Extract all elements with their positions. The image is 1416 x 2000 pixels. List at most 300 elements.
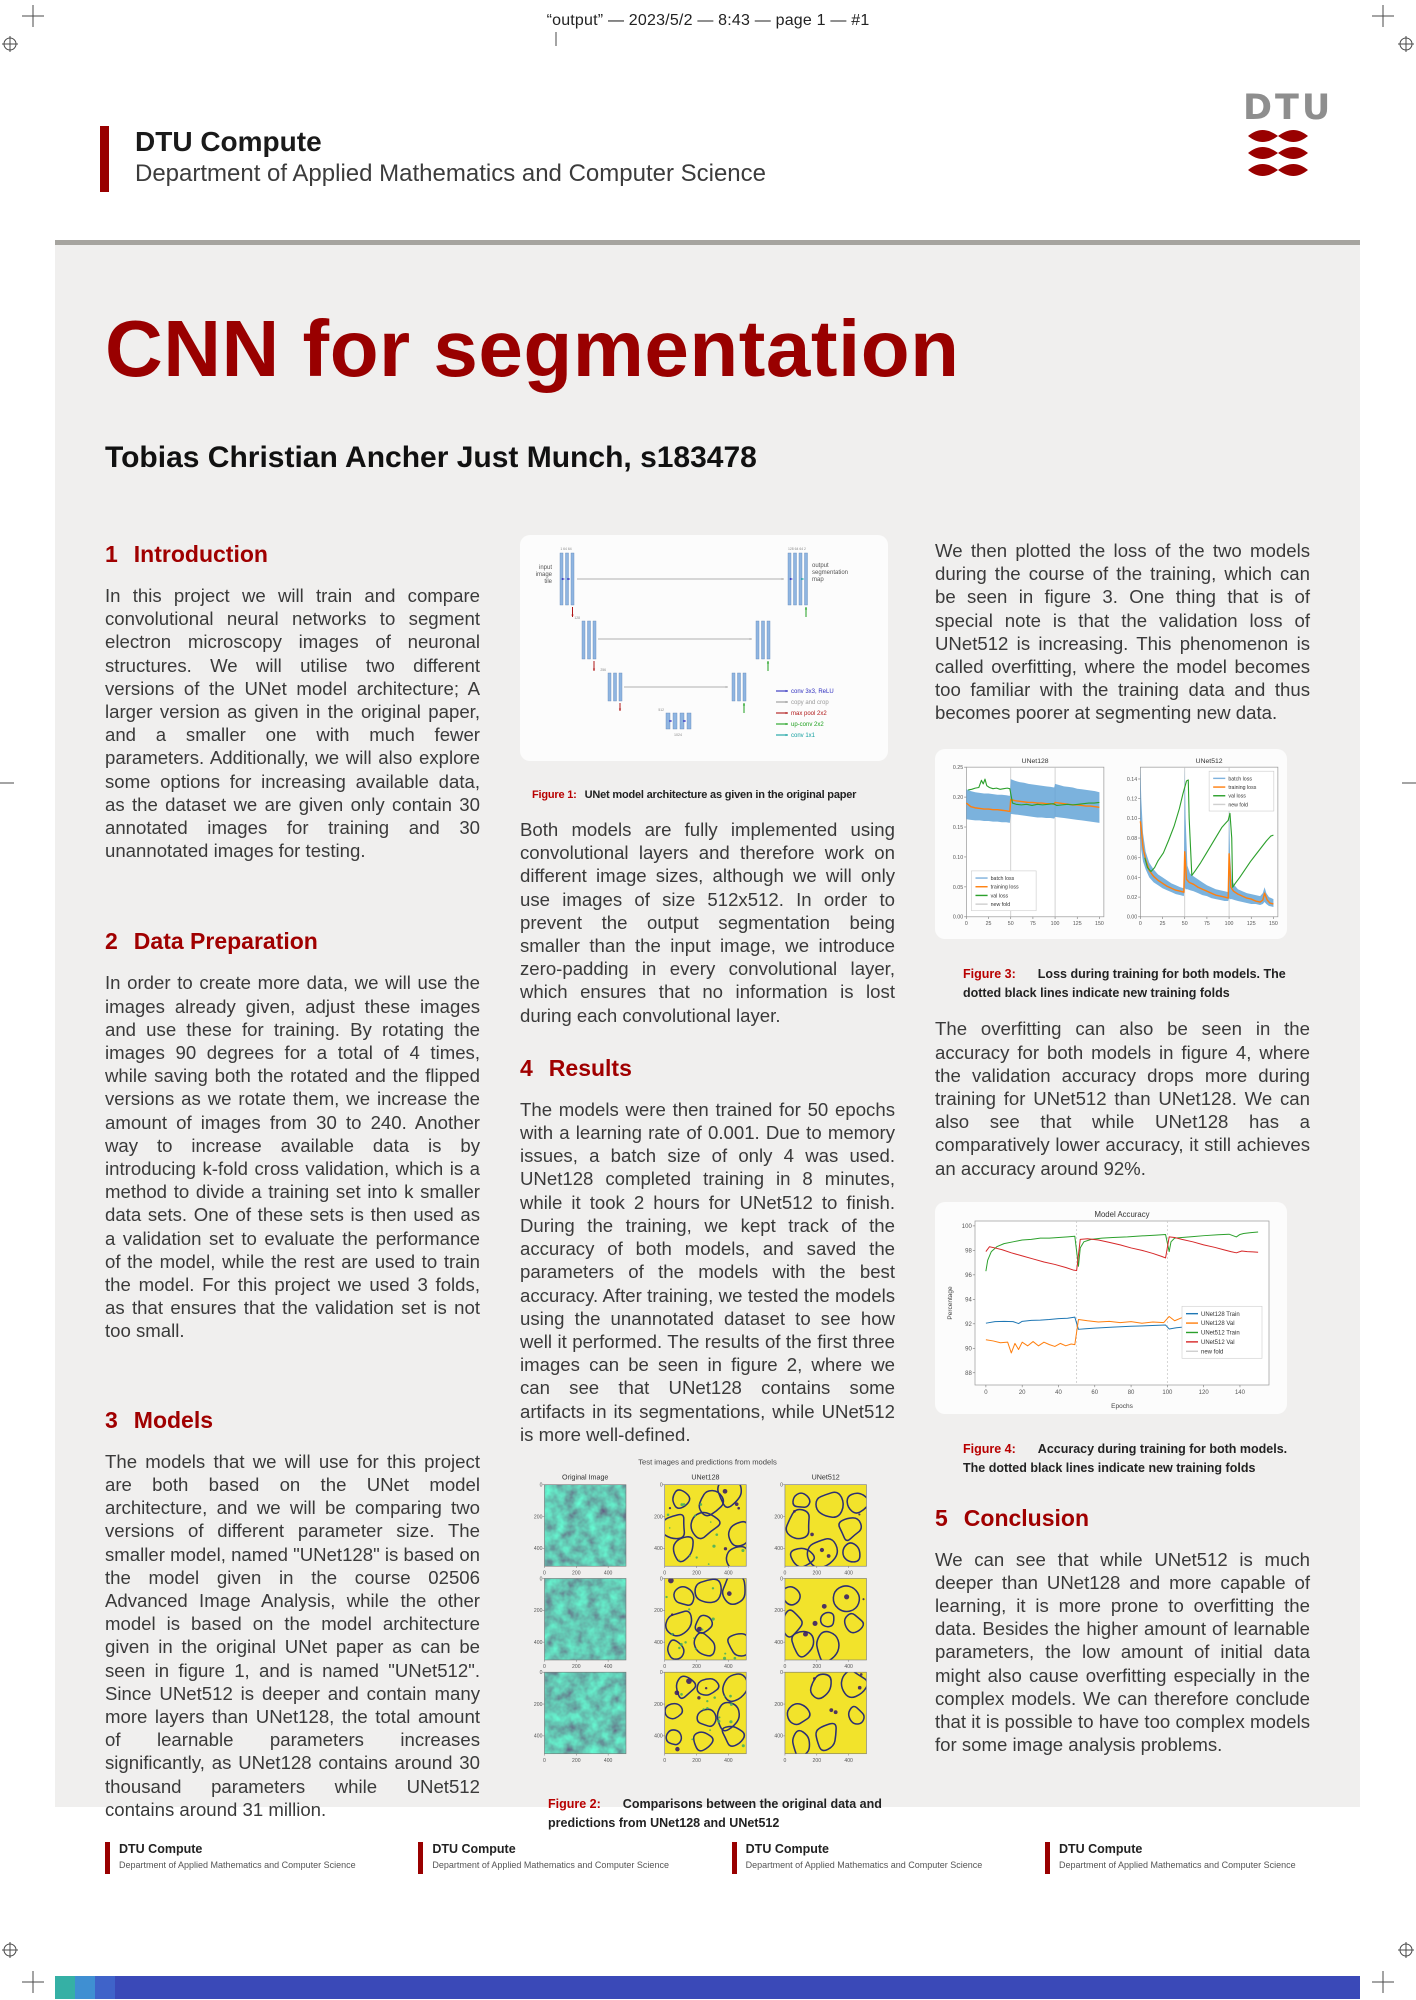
chart-text: 1 64 64 xyxy=(560,547,572,551)
chart-text: 200 xyxy=(774,1514,783,1521)
artifact-dot xyxy=(680,1643,683,1646)
section-heading-models: 3 Models xyxy=(105,1406,214,1433)
arrow-head xyxy=(726,686,728,688)
chart-text: 25 xyxy=(985,920,992,927)
conv-bar xyxy=(794,553,797,605)
artifact-dot xyxy=(724,1695,726,1697)
artifact-dot xyxy=(667,1513,670,1516)
figure3-loss-unet128-chart xyxy=(939,752,1109,936)
chart-text: 0 xyxy=(984,1389,988,1396)
artifact-dot xyxy=(680,1503,683,1506)
artifact-dot xyxy=(712,1544,715,1547)
poster-title: CNN for segmentation xyxy=(105,304,960,393)
chart-text: 150 xyxy=(1269,920,1278,927)
chart-text: 120 xyxy=(1198,1389,1209,1396)
chart-text: 94 xyxy=(965,1297,972,1304)
masthead xyxy=(100,126,766,192)
conv-bar xyxy=(588,621,591,659)
chart-text: 400 xyxy=(724,1570,733,1577)
chart-text: 400 xyxy=(774,1639,783,1646)
chart-text: 0 xyxy=(1138,920,1142,927)
chart-text: segmentation xyxy=(812,570,849,576)
dark-spot xyxy=(858,1686,862,1690)
chart-text: 50 xyxy=(1181,920,1188,927)
artifact-dot xyxy=(708,1563,710,1565)
chart-text: 200 xyxy=(654,1514,663,1521)
chart-text: 400 xyxy=(654,1546,663,1553)
chart-text: 0 xyxy=(543,1757,546,1764)
chart-text: 200 xyxy=(774,1608,783,1615)
print-header: “output” — 2023/5/2 — 8:43 — page 1 — #1 xyxy=(546,12,870,29)
dark-spot xyxy=(862,1598,864,1600)
original-image-cell xyxy=(544,1672,626,1754)
chart-text: 80 xyxy=(1127,1389,1135,1396)
chart-text: 400 xyxy=(533,1733,543,1740)
dark-spot xyxy=(669,1507,671,1509)
arrow-head xyxy=(790,578,792,580)
artifact-dot xyxy=(723,1657,726,1660)
artifact-dot xyxy=(694,1515,696,1517)
conv-bar xyxy=(593,621,596,659)
prediction-cell xyxy=(665,1672,748,1754)
chart-text: 200 xyxy=(572,1664,581,1671)
chart-text: 125 xyxy=(1246,920,1256,927)
chart-text: 400 xyxy=(654,1639,663,1646)
chart-text: 0 xyxy=(539,1576,543,1583)
dark-spot xyxy=(834,1710,838,1714)
dtu-waves-icon xyxy=(1247,128,1309,178)
chart-text: 400 xyxy=(533,1546,543,1553)
chart-text: 400 xyxy=(603,1664,613,1671)
artifact-dot xyxy=(715,1533,718,1536)
chart-text: 92 xyxy=(965,1321,972,1328)
footer-row xyxy=(105,1842,1317,1874)
chart-text: Test images and predictions from models xyxy=(638,1457,777,1467)
chart-text: 400 xyxy=(654,1733,663,1740)
chart-text: 400 xyxy=(774,1733,783,1740)
chart-text: UNet128 xyxy=(1021,757,1049,765)
chart-text: 0 xyxy=(663,1570,667,1577)
artifact-dot xyxy=(706,1700,708,1702)
conv-bar xyxy=(608,673,611,701)
footer-red-bar xyxy=(418,1842,423,1874)
chart-text: 0.15 xyxy=(952,824,964,831)
artifact-dot xyxy=(703,1708,705,1710)
dtu-red-bar xyxy=(100,126,109,192)
chart-text: training loss xyxy=(1228,784,1257,791)
paragraph-introduction: In this project we will train and compare convolutional neural networks to segment electron microscopy images of neuronal structures. We will utilise two different versions of the UNet model architecture; A larger version as given in the original paper, and a smaller one with much fewer parameters. Additionally, we will also explore some options for increasing available data, as the dataset we are given only contain 30 annotated images for training and 30 unannotated images for testing. xyxy=(105,585,480,862)
conv-bar xyxy=(805,553,808,605)
conv-bar xyxy=(687,713,691,729)
chart-text: tile xyxy=(544,579,552,585)
chart-text: 0 xyxy=(964,920,968,927)
arrow-head xyxy=(786,734,788,736)
chart-text: 125 xyxy=(1072,920,1082,927)
chart-text: 400 xyxy=(533,1639,543,1646)
chart-text: 400 xyxy=(724,1664,733,1671)
artifact-dot xyxy=(696,1556,698,1558)
chart-text: Original Image xyxy=(562,1473,609,1482)
dark-spot xyxy=(697,1627,702,1632)
chart-text: 200 xyxy=(654,1608,663,1615)
dark-spot xyxy=(723,1489,728,1494)
artifact-dot xyxy=(680,1693,683,1696)
arrow-head xyxy=(786,701,788,703)
paragraph-overfitting: The overfitting can also be seen in the accuracy for both models in figure 4, where the validation accuracy drops more during training for UNet512 than UNet128. We can also see that while UNet128 has a comparatively lower accuracy, it still achieves an accuracy around 92%. xyxy=(935,1018,1310,1179)
artifact-dot xyxy=(729,1695,732,1698)
prediction-cell xyxy=(661,1478,749,1572)
chart-text: training loss xyxy=(990,884,1019,891)
arrow-head xyxy=(568,578,570,580)
dark-spot xyxy=(858,1513,860,1515)
chart-text: input xyxy=(538,565,552,571)
arrow-head xyxy=(805,607,807,609)
column-2 xyxy=(520,523,895,1834)
chart-text: 0 xyxy=(783,1757,787,1764)
conv-bar xyxy=(619,673,622,701)
figure1-unet-diagram xyxy=(520,535,888,761)
chart-text: 60 xyxy=(1091,1389,1099,1396)
artifact-dot xyxy=(689,1555,691,1557)
chart-text: UNet128 Train xyxy=(1201,1311,1240,1318)
chart-text: up-conv 2x2 xyxy=(791,722,824,728)
footer-red-bar xyxy=(1045,1842,1050,1874)
chart-text: 200 xyxy=(572,1757,581,1764)
artifact-dot xyxy=(734,1657,737,1660)
artifact-dot xyxy=(688,1608,690,1610)
dark-spot xyxy=(813,1677,816,1680)
dark-spot xyxy=(727,1591,732,1596)
chart-text: 0.08 xyxy=(1126,835,1138,842)
original-image-cell xyxy=(544,1578,626,1660)
chart-text: 0 xyxy=(780,1576,783,1583)
chart-text: 400 xyxy=(844,1664,853,1671)
paragraph-conclusion: We can see that while UNet512 is much deeper than UNet128 and more capable of learning, it is more prone to overfitting the data. Besides the higher amount of learnable parameters, the low amount of initial data might also cause overfitting especially in the complex models. We can therefore conclude that it is possible to have too complex models for some image analysis problems. xyxy=(935,1548,1310,1756)
paragraph-models: The models that we will use for this project are both based on the UNet model architecture, and we will be comparing two versions of different parameter size. The smaller model, named "UNet128" is based on the model given in the course 02506 Advanced Image Analysis, while the other model is based on the model architecture given in the original UNet paper as can be seen in figure 1, and is named "UNet512". Since UNet512 is deeper and contain many more layers than UNet128, the total amount of learnable parameters increases significantly, as UNet128 contains around 30 thousand parameters while UNet512 contains around 31 million. xyxy=(105,1450,480,1820)
chart-text: 50 xyxy=(1007,920,1014,927)
chart-text: copy and crop xyxy=(791,700,829,706)
chart-text: 256 xyxy=(600,668,606,672)
footer-block: DTU Compute Department of Applied Mathematics and Computer Science xyxy=(732,1842,1004,1874)
chart-text: batch loss xyxy=(990,875,1015,882)
chart-text: 200 xyxy=(533,1701,543,1708)
chart-text: 75 xyxy=(1203,920,1210,927)
chart-text: output xyxy=(812,563,829,569)
figure1-caption: Figure 1: UNet model architecture as given in the original paper xyxy=(532,789,857,801)
figure2-grid xyxy=(520,1452,895,1769)
dark-spot xyxy=(820,1548,824,1552)
department-title: Department of Applied Mathematics and Computer Science xyxy=(135,160,766,188)
dark-spot xyxy=(675,1747,679,1751)
artifact-dot xyxy=(710,1521,712,1523)
arrow-head xyxy=(593,669,595,671)
chart-text: 200 xyxy=(533,1514,543,1521)
chart-text: 0.25 xyxy=(952,764,964,771)
chart-text: 400 xyxy=(603,1757,613,1764)
chart-text: new fold xyxy=(990,901,1011,908)
pred-base xyxy=(665,1578,747,1660)
conv-bar xyxy=(743,673,746,701)
dtu-logo xyxy=(1243,88,1334,183)
arrow-head xyxy=(786,690,788,692)
chart-text: 200 xyxy=(533,1608,543,1615)
chart-text: 0.10 xyxy=(1126,815,1138,822)
dark-spot xyxy=(860,1673,863,1676)
chart-text: 400 xyxy=(844,1757,853,1764)
chart-text: Model Accuracy xyxy=(1094,1209,1150,1219)
paragraph-data-preparation: In order to create more data, we will use the images already given, adjust these images and use these for training. By rotating the images 90 degrees for a total of 4 times, while saving both the rotated and the flipped versions as we rotate them, we increase the amount of images from 30 to 240. Another way to increase available data is by introducing k-fold cross validation, which is a method to divide a training set into k smaller data sets. One of these sets is then used as a validation set to evaluate the performance of the model, while the rest are used to train the model. For this project we used 3 folds, as that ensures that the validation set is not too small. xyxy=(105,972,480,1342)
chart-text: 0 xyxy=(663,1664,667,1671)
paragraph-implementation: Both models are fully implemented using convolutional layers and therefore work on different image sizes, although we will only use images of size 512x512. In order to prevent the output segmentation being smaller than the input image, we introduce zero-padding in every convolutional layer, which ensures that no information is lost during each convolutional layer. xyxy=(520,819,895,1026)
artifact-dot xyxy=(678,1559,680,1561)
pred-base xyxy=(785,1485,867,1567)
chart-text: 200 xyxy=(692,1757,701,1764)
arrow-head xyxy=(786,712,788,714)
prediction-cell xyxy=(785,1485,869,1568)
artifact-dot xyxy=(669,1527,671,1529)
chart-text: 128 64 64 2 xyxy=(788,547,806,551)
conv-bar xyxy=(762,621,765,659)
chart-text: 25 xyxy=(1159,920,1166,927)
chart-text: 200 xyxy=(572,1570,581,1577)
chart-text: 75 xyxy=(1029,920,1036,927)
paragraph-loss: We then plotted the loss of the two models during the course of the training, which can be seen in figure 3. One thing that is of special note is that the validation loss of UNet512 is increasing. This phenomenon is called overfitting, where the model becomes too familiar with the training data and thus becomes poorer at segmenting new data. xyxy=(935,540,1310,724)
footer-red-bar xyxy=(732,1842,737,1874)
chart-text: 400 xyxy=(603,1570,613,1577)
chart-text: image xyxy=(535,572,552,578)
chart-text: 100 xyxy=(1050,920,1060,927)
artifact-dot xyxy=(730,1703,733,1706)
chart-text: 200 xyxy=(812,1664,822,1671)
footer-red-bar xyxy=(105,1842,110,1874)
org-title: DTU Compute xyxy=(135,126,322,157)
dark-spot xyxy=(813,1621,818,1626)
artifact-dot xyxy=(691,1738,693,1740)
figure3-loss-unet512-chart xyxy=(1113,752,1283,936)
artifact-dot xyxy=(712,1617,715,1620)
conv-bar xyxy=(571,553,574,605)
pred-base xyxy=(785,1672,867,1754)
bottom-color-bar xyxy=(55,1976,1360,1999)
chart-text: 400 xyxy=(724,1757,733,1764)
chart-text: 0 xyxy=(659,1576,663,1583)
artifact-dot xyxy=(684,1641,686,1643)
artifact-dot xyxy=(701,1628,703,1630)
chart-text: 0 xyxy=(663,1757,667,1764)
conv-bar xyxy=(582,621,585,659)
section-heading-introduction: 1 Introduction xyxy=(105,541,268,567)
section-heading-data-preparation: 2 Data Preparation xyxy=(105,928,318,955)
chart-text: UNet512 xyxy=(1195,757,1223,765)
arrow-head xyxy=(619,709,621,711)
dark-spot xyxy=(810,1533,814,1537)
chart-text: new fold xyxy=(1201,1349,1224,1356)
dark-spot xyxy=(697,1696,700,1699)
dark-spot xyxy=(803,1632,808,1637)
chart-text: 0.14 xyxy=(1126,776,1138,783)
original-image-cell xyxy=(544,1485,626,1567)
figure2-caption: Figure 2: Comparisons between the original data and predictions from UNet128 and UNet512 xyxy=(548,1796,882,1831)
dark-spot xyxy=(735,1502,739,1506)
figure3-caption: Figure 3: Loss during training for both models. The dotted black lines indicate new training folds xyxy=(963,966,1286,1000)
chart-text: 0 xyxy=(783,1664,787,1671)
arrow-head xyxy=(670,720,672,722)
chart-text: 98 xyxy=(965,1248,972,1255)
chart-text: 400 xyxy=(774,1546,783,1553)
dark-spot xyxy=(844,1594,849,1599)
conv-bar xyxy=(614,673,617,701)
section-heading-conclusion: 5 Conclusion xyxy=(935,1504,1090,1531)
chart-text: 0.00 xyxy=(952,914,964,921)
chart-text: 0.12 xyxy=(1126,796,1138,803)
footer-block: DTU Compute Department of Applied Mathematics and Computer Science xyxy=(105,1842,377,1874)
column-3 xyxy=(935,523,1310,1834)
figure3-box xyxy=(935,749,1287,939)
artifact-dot xyxy=(724,1653,726,1655)
artifact-dot xyxy=(699,1503,702,1506)
dark-spot xyxy=(822,1604,827,1609)
chart-text: 150 xyxy=(1095,920,1104,927)
chart-text: 0.06 xyxy=(1126,855,1138,862)
chart-text: UNet128 Val xyxy=(1201,1321,1235,1328)
prediction-cell xyxy=(782,1578,866,1661)
artifact-dot xyxy=(665,1596,667,1598)
chart-text: 400 xyxy=(844,1570,853,1577)
chart-text: 0.20 xyxy=(952,794,964,801)
prediction-cell xyxy=(665,1572,750,1660)
artifact-dot xyxy=(712,1587,714,1589)
chart-text: 512 xyxy=(658,708,664,712)
chart-text: 200 xyxy=(774,1701,783,1708)
figure4-box xyxy=(935,1202,1287,1414)
figure4-accuracy-chart xyxy=(943,1205,1279,1411)
footer-block: DTU Compute Department of Applied Mathematics and Computer Science xyxy=(418,1842,690,1874)
chart-text: 140 xyxy=(1234,1389,1245,1396)
chart-text: 128 xyxy=(574,616,580,620)
conv-bar xyxy=(673,713,677,729)
poster-board xyxy=(55,240,1360,1831)
figure1-box xyxy=(520,535,888,761)
dark-spot xyxy=(675,1690,680,1695)
artifact-dot xyxy=(693,1637,694,1638)
dark-spot xyxy=(827,1554,831,1558)
poster-columns xyxy=(105,523,1310,1834)
artifact-dot xyxy=(718,1716,720,1718)
arrow-head xyxy=(767,661,769,663)
dark-spot xyxy=(671,1613,674,1616)
chart-text: 40 xyxy=(1055,1389,1062,1396)
chart-text: 0 xyxy=(539,1669,543,1676)
arrow-head xyxy=(562,578,564,580)
chart-text: 0 xyxy=(783,1570,787,1577)
dark-spot xyxy=(705,1687,707,1689)
chart-text: 100 xyxy=(1162,1389,1173,1396)
chart-text: 200 xyxy=(692,1664,701,1671)
chart-text: 0 xyxy=(659,1482,663,1489)
footer-block: DTU Compute Department of Applied Mathematics and Computer Science xyxy=(1045,1842,1317,1874)
dtu-logo-letters: DTU xyxy=(1243,88,1334,128)
chart-text: val loss xyxy=(1228,793,1246,800)
artifact-dot xyxy=(671,1633,673,1635)
figure2-test-predictions xyxy=(520,1452,895,1764)
artifact-dot xyxy=(729,1720,732,1723)
prediction-cell xyxy=(785,1671,868,1757)
chart-text: 0.00 xyxy=(1126,914,1138,921)
column-1 xyxy=(105,523,480,1834)
arrow-head xyxy=(571,615,573,617)
chart-text: 0 xyxy=(659,1669,663,1676)
section-heading-results: 4 Results xyxy=(520,1054,632,1081)
chart-text: val loss xyxy=(990,892,1009,899)
chart-text: 0.10 xyxy=(952,854,964,861)
artifact-dot xyxy=(741,1549,744,1552)
conv-bar xyxy=(767,621,770,659)
chart-text: conv 3x3, ReLU xyxy=(791,689,834,695)
chart-text: 0.05 xyxy=(952,884,964,891)
chart-text: 100 xyxy=(1224,920,1234,927)
chart-text: conv 1x1 xyxy=(791,733,816,739)
em-noise xyxy=(544,1672,626,1754)
dark-spot xyxy=(793,1510,796,1513)
chart-text: Epochs xyxy=(1111,1402,1133,1410)
artifact-dot xyxy=(678,1647,680,1649)
chart-text: max pool 2x2 xyxy=(791,711,827,717)
artifact-dot xyxy=(709,1729,711,1731)
artifact-dot xyxy=(706,1707,708,1709)
chart-text: UNet512 xyxy=(811,1473,840,1482)
chart-text: Percentage xyxy=(947,1286,954,1320)
chart-text: 1024 xyxy=(674,733,682,737)
conv-bar xyxy=(738,673,741,701)
chart-text: 0 xyxy=(539,1482,543,1489)
artifact-dot xyxy=(742,1744,745,1747)
dark-spot xyxy=(686,1678,692,1684)
chart-text: 96 xyxy=(965,1272,972,1279)
chart-text: new fold xyxy=(1228,801,1248,808)
dark-spot xyxy=(829,1708,833,1712)
chart-text: 200 xyxy=(812,1570,822,1577)
conv-bar xyxy=(732,673,735,701)
arrow-head xyxy=(743,703,745,705)
chart-text: UNet512 Train xyxy=(1201,1330,1240,1337)
arrow-head xyxy=(801,578,803,580)
arrow-head xyxy=(684,720,686,722)
artifact-dot xyxy=(695,1648,697,1650)
chart-text: 88 xyxy=(965,1370,972,1377)
artifact-dot xyxy=(713,1696,716,1699)
dark-spot xyxy=(724,1547,727,1550)
chart-text: 0.04 xyxy=(1126,874,1138,881)
chart-text: UNet512 Val xyxy=(1201,1339,1235,1346)
chart-text: 200 xyxy=(654,1701,663,1708)
chart-text: UNet128 xyxy=(691,1473,720,1482)
chart-text: 100 xyxy=(961,1223,972,1230)
chart-text: 200 xyxy=(812,1757,822,1764)
chart-text: 0 xyxy=(543,1570,546,1577)
chart-text: 0.02 xyxy=(1126,894,1138,901)
dark-spot xyxy=(737,1507,740,1510)
chart-text: 0 xyxy=(543,1664,546,1671)
chart-text: 20 xyxy=(1018,1389,1026,1396)
arrow-head xyxy=(786,723,788,725)
conv-bar xyxy=(756,621,759,659)
paragraph-results: The models were then trained for 50 epochs with a learning rate of 0.001. Due to memory issues, a batch size of only 4 was used. UNet128 completed training in 8 minutes, while it took 2 hours for UNet512 to finish. During the training, we kept track of the accuracy of both models, and saved the parameters of the models with the best accuracy. After training, we tested the models using the unannotated dataset to see how well it performed. The results of the first three images can be seen in figure 2, where we can see that UNet128 contains some artifacts in its segmentations, while UNet512 is more well-defined. xyxy=(520,1098,895,1445)
em-noise xyxy=(544,1485,626,1567)
figure4-caption: Figure 4: Accuracy during training for both models. The dotted black lines indicate new training folds xyxy=(963,1441,1288,1476)
artifact-dot xyxy=(717,1720,720,1723)
chart-text: 90 xyxy=(965,1346,972,1353)
poster-author: Tobias Christian Ancher Just Munch, s183478 xyxy=(105,441,757,474)
